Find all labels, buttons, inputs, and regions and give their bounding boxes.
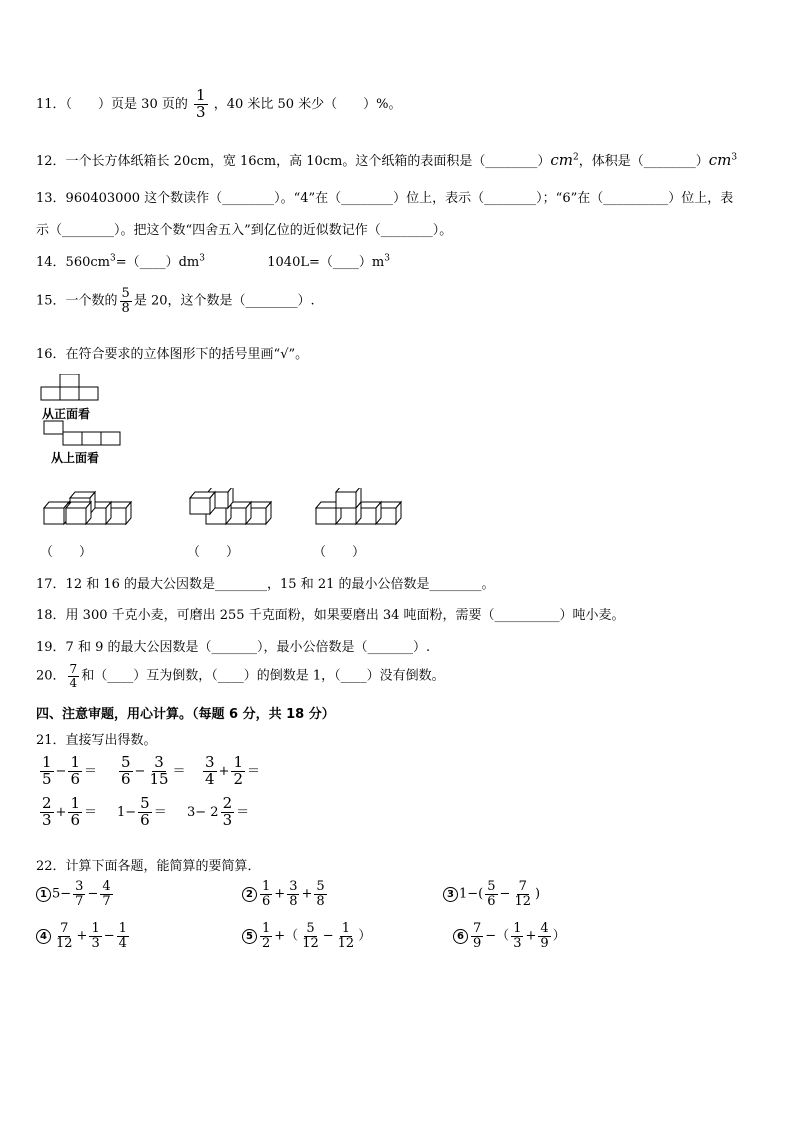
- denominator: 6: [70, 769, 80, 788]
- q20-fraction: [68, 663, 80, 689]
- denominator: 6: [487, 893, 496, 909]
- fraction: [538, 922, 550, 950]
- q22-problem-1: 1 5− $\frac{3}{7}$ − $\frac{4}{7}$: [36, 880, 115, 908]
- q21-expr-2: $\frac{5}{6}$ − $\frac{3}{15}$ ＝: [121, 753, 186, 788]
- section-4-title: 四、注意审题，用心计算。（每题 6 分，共 18 分）: [36, 707, 335, 722]
- denominator: 3: [222, 810, 233, 829]
- fraction: [260, 922, 272, 950]
- numerator: 1: [118, 921, 127, 936]
- q11-fraction: [194, 88, 208, 121]
- q11-text-rest: ，40 米比 50 米少（ ）%。: [213, 96, 402, 112]
- cube-option-a: [44, 492, 131, 524]
- fraction: [147, 755, 170, 788]
- denominator: 15: [149, 769, 169, 788]
- numerator: 1: [262, 879, 271, 894]
- q22-problem-6: 6 $\frac{7}{9}$ −（ $\frac{1}{3}$ + $\frac{4}{9}$ ）: [453, 922, 566, 950]
- numerator: 5: [121, 753, 131, 771]
- denominator: 9: [540, 935, 549, 951]
- answer-paren-b[interactable]: （ ）: [187, 545, 240, 560]
- question-19: 19．7 和 9 的最大公因数是（_______），最小公倍数是（_______）.: [36, 640, 431, 655]
- numerator: 3: [154, 753, 164, 771]
- cube-option-b: [190, 488, 271, 524]
- denominator: 8: [121, 300, 130, 316]
- numerator: 5: [121, 286, 130, 301]
- denominator: 7: [102, 893, 111, 909]
- fraction: [485, 880, 497, 908]
- numerator: 2: [222, 794, 233, 812]
- denominator: 3: [91, 935, 100, 951]
- fraction: [300, 922, 321, 950]
- fraction: [68, 755, 82, 788]
- q22-problem-3: 3 1−( $\frac{5}{6}$ − $\frac{7}{12}$ ): [443, 880, 540, 908]
- q22-problem-4: 4 $\frac{7}{12}$ + $\frac{1}{3}$ − $\frac{1}{4}$: [36, 922, 131, 950]
- q22-problem-2: 2 $\frac{1}{6}$ + $\frac{3}{8}$ + $\frac{5}{8}$: [242, 880, 329, 908]
- q12-unit-area: cm: [550, 151, 574, 169]
- denominator: 2: [233, 769, 243, 788]
- q22-problem-5: 5 $\frac{1}{2}$ +（ $\frac{5}{12}$ − $\frac{1}{12}$ ）: [242, 922, 371, 950]
- denominator: 3: [513, 935, 522, 951]
- circled-number-icon: 3: [443, 887, 458, 902]
- numerator: 1: [196, 86, 206, 104]
- denominator: 7: [75, 893, 84, 909]
- circled-number-icon: 5: [242, 929, 257, 944]
- question-16: 16．在符合要求的立体图形下的括号里画“√”。: [36, 347, 309, 362]
- fraction: [260, 880, 272, 908]
- numerator: 5: [140, 794, 150, 812]
- denominator: 6: [70, 810, 80, 829]
- fraction: [138, 796, 152, 829]
- denominator: 6: [262, 893, 271, 909]
- denominator: 2: [262, 935, 271, 951]
- numerator: 7: [473, 921, 482, 936]
- numerator: 3: [75, 879, 84, 894]
- q21-expr-1: $\frac{1}{5}$ − $\frac{1}{6}$ ＝: [42, 753, 98, 788]
- q12-unit-volume: cm: [708, 151, 732, 169]
- circled-number-icon: 4: [36, 929, 51, 944]
- fraction: [54, 922, 75, 950]
- denominator: 12: [302, 935, 319, 951]
- numerator: 2: [42, 794, 52, 812]
- numerator: 4: [102, 879, 111, 894]
- top-view-label: 从上面看: [51, 451, 100, 465]
- fraction: [203, 755, 217, 788]
- fraction: [511, 922, 523, 950]
- numerator: 1: [262, 921, 271, 936]
- q21-expr-6: 3− 2 $\frac{2}{3}$ ＝: [187, 794, 250, 829]
- denominator: 8: [289, 893, 298, 909]
- fraction: [314, 880, 326, 908]
- question-21: 21．直接写出得数。: [36, 733, 157, 748]
- circled-number-icon: 2: [242, 887, 257, 902]
- fraction: [73, 880, 85, 908]
- denominator: 4: [69, 675, 78, 690]
- numerator: 5: [487, 879, 496, 894]
- fraction: [40, 755, 54, 788]
- question-15: 15．一个数的 $\frac{5}{8}$ 是 20，这个数是（________）.: [36, 286, 315, 316]
- numerator: 3: [205, 753, 215, 771]
- numerator: 7: [60, 921, 69, 936]
- question-20: 20． $\frac{7}{4}$ 和（____）互为倒数，（____）的倒数是 1，（____）没有倒数。: [36, 662, 445, 690]
- numerator: 1: [42, 753, 52, 771]
- q21-expr-4: $\frac{2}{3}$ + $\frac{1}{6}$ ＝: [42, 794, 98, 829]
- question-22: 22．计算下面各题，能简算的要简算．: [36, 859, 261, 874]
- denominator: 6: [140, 810, 150, 829]
- fraction: [89, 922, 101, 950]
- fraction: [512, 880, 533, 908]
- numerator: 3: [289, 879, 298, 894]
- front-view-label: 从正面看: [42, 407, 91, 421]
- question-13-line1: 13．960403000 这个数读作（________）。“4”在（________）位上，表示（________）；“6”在（__________）位上，表: [36, 191, 734, 206]
- q21-expr-5: 1− $\frac{5}{6}$ ＝: [117, 794, 167, 829]
- answer-paren-a[interactable]: （ ）: [40, 545, 93, 560]
- circled-number-icon: 6: [453, 929, 468, 944]
- denominator: 3: [42, 810, 52, 829]
- denominator: 12: [56, 935, 73, 951]
- fraction: [336, 922, 357, 950]
- question-11: [36, 88, 402, 121]
- q11-text: 11．（ ）页是 30 页的: [36, 96, 188, 112]
- fraction: [117, 922, 129, 950]
- fraction: [231, 755, 245, 788]
- cube-options: [40, 488, 420, 528]
- denominator: 4: [118, 935, 127, 951]
- fraction: [471, 922, 483, 950]
- denominator: 9: [473, 935, 482, 951]
- fraction: [221, 796, 235, 829]
- numerator: 1: [233, 753, 243, 771]
- question-13-line2: 示（________）。把这个数“四舍五入”到亿位的近似数记作（________）。: [36, 223, 453, 238]
- circled-number-icon: 1: [36, 887, 51, 902]
- denominator: 12: [514, 893, 531, 909]
- question-17: 17．12 和 16 的最大公因数是________，15 和 21 的最小公倍数是________。: [36, 577, 495, 592]
- numerator: 5: [306, 921, 315, 936]
- question-12: 12．一个长方体纸箱长 20cm，宽 16cm，高 10cm。这个纸箱的表面积是$(\_\_\_\_\_\_\_\_)cm^2$，体积是$(\_\_\_\_\_\_\_\_)cm^3$: [36, 151, 738, 169]
- numerator: 5: [316, 879, 325, 894]
- denominator: 12: [337, 935, 355, 951]
- denominator: 3: [196, 102, 206, 121]
- numerator: 7: [69, 662, 78, 676]
- question-14: 14．$560cm^3=(\_\_\_\_)dm^3$ $1040L=(\_\_\_\_)m^3$: [36, 253, 390, 270]
- fraction: [68, 796, 82, 829]
- q21-expr-3: $\frac{3}{4}$ + $\frac{1}{2}$ ＝: [205, 753, 261, 788]
- numerator: 4: [540, 921, 549, 936]
- denominator: 8: [316, 893, 325, 909]
- numerator: 1: [91, 921, 100, 936]
- numerator: 1: [513, 921, 522, 936]
- front-view-shape: [41, 374, 98, 400]
- top-view-shape: [44, 421, 120, 445]
- denominator: 4: [205, 769, 215, 788]
- fraction: [40, 796, 54, 829]
- answer-paren-c[interactable]: （ ）: [313, 545, 366, 560]
- fraction: [287, 880, 299, 908]
- numerator: 1: [70, 753, 80, 771]
- fraction: [119, 755, 133, 788]
- numerator: 7: [518, 879, 527, 894]
- q15-fraction: [120, 287, 132, 315]
- numerator: 1: [341, 921, 351, 936]
- denominator: 5: [42, 769, 52, 788]
- numerator: 1: [70, 794, 80, 812]
- cube-option-c: [316, 488, 401, 524]
- fraction: [100, 880, 112, 908]
- denominator: 6: [121, 769, 131, 788]
- question-18: 18．用 300 千克小麦，可磨出 255 千克面粉，如果要磨出 34 吨面粉，需要（__________）吨小麦。: [36, 608, 625, 623]
